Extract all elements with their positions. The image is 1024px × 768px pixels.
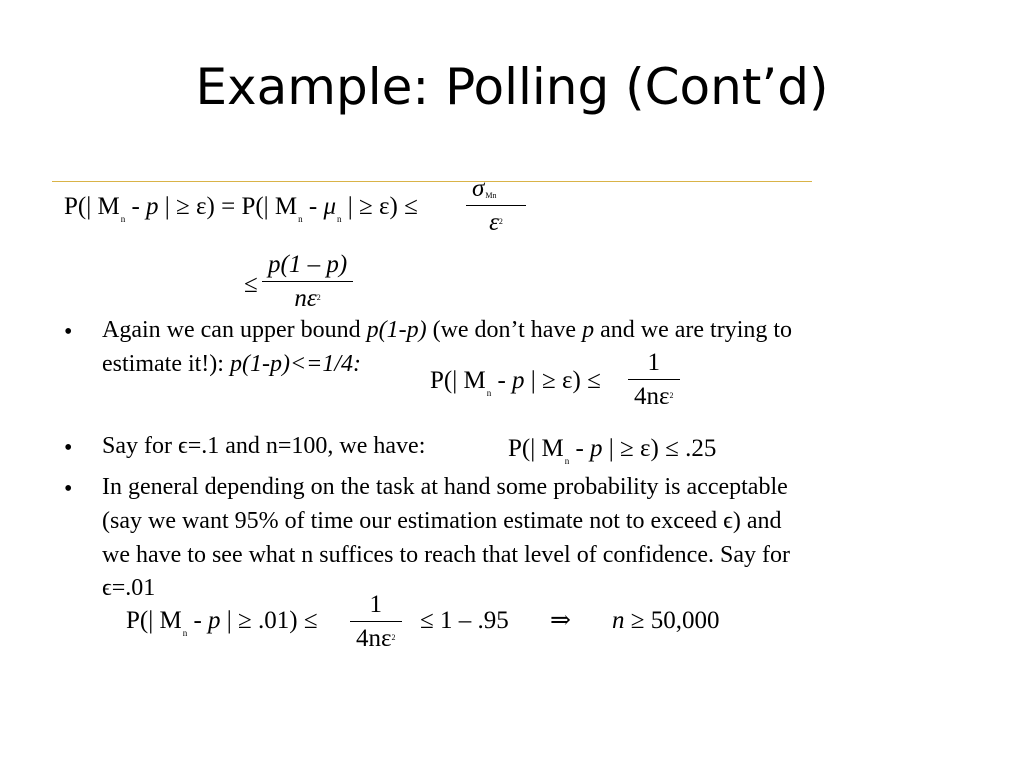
eq4-prefix: P(| M bbox=[508, 435, 564, 462]
eq2-fraction bbox=[262, 252, 353, 311]
eq2-den: nε bbox=[294, 285, 317, 312]
eq4-sub: n bbox=[564, 456, 570, 466]
eq3-cond: | ≥ ε) ≤ bbox=[524, 367, 601, 394]
eq1-lhs-prefix: P(| M bbox=[64, 193, 120, 220]
eq1-lhs-mid: - bbox=[125, 193, 147, 220]
bullet-marker-3: • bbox=[64, 476, 73, 502]
bullet-1-line-1 bbox=[102, 313, 792, 347]
eq1-lhs-cond: | ≥ ε) = P(| M bbox=[158, 193, 298, 220]
eq5-num: 1 bbox=[369, 591, 382, 618]
eq3-mid: - bbox=[491, 367, 513, 394]
bullet-3-line-1: In general depending on the task at hand some probability is acceptable bbox=[102, 474, 788, 500]
eq1-frac-num-sub: Mn bbox=[485, 191, 497, 200]
eq3-den-sup: 2 bbox=[669, 391, 674, 400]
bullet-1-line-2 bbox=[102, 347, 361, 381]
eq1-p: p bbox=[146, 193, 159, 220]
eq3-fraction bbox=[628, 350, 680, 409]
eq1-mid-sub: n bbox=[298, 214, 303, 224]
equation-bound bbox=[430, 367, 601, 398]
eq1-mu-sub: n bbox=[337, 214, 342, 224]
eq1-fraction bbox=[466, 176, 526, 235]
eq1-frac-den-sup: 2 bbox=[498, 217, 503, 226]
eq1-lhs-sub: n bbox=[120, 214, 126, 224]
equation-sample-size bbox=[126, 607, 318, 638]
eq3-prefix: P(| M bbox=[430, 367, 486, 394]
eq3-num: 1 bbox=[647, 349, 660, 376]
bullet-3-line-3: we have to see what n suffices to reach that level of confidence. Say for bbox=[102, 542, 790, 568]
divider-line bbox=[52, 181, 812, 182]
equation-chebyshev bbox=[64, 193, 418, 224]
implies-arrow: ⇒ bbox=[550, 607, 571, 634]
eq2-den-sup: 2 bbox=[316, 293, 321, 302]
eq2-frac-bar bbox=[262, 281, 353, 282]
eq2-leq: ≤ bbox=[244, 271, 258, 298]
eq5-den: 4nε bbox=[356, 625, 392, 652]
bullet-1-text-a: Again we can upper bound bbox=[102, 317, 367, 343]
eq5-cond: | ≥ .01) ≤ bbox=[220, 607, 318, 634]
eq3-p: p bbox=[512, 367, 525, 394]
bullet-2-text: Say for ϵ=.1 and n=100, we have: bbox=[102, 433, 426, 459]
eq3-den: 4nε bbox=[634, 383, 670, 410]
eq5-sub: n bbox=[182, 628, 188, 638]
eq5-den-sup: 2 bbox=[391, 633, 396, 642]
bullet-1-text-c: (we don’t have bbox=[426, 317, 583, 343]
eq1-frac-bar bbox=[466, 205, 526, 206]
eq5-mid: - bbox=[187, 607, 209, 634]
bullet-marker-2: • bbox=[64, 435, 73, 461]
bullet-3-line-2: (say we want 95% of time our estimation estimate not to exceed ϵ) and bbox=[102, 508, 782, 534]
bullet-1-text-e: and we are trying to bbox=[594, 317, 793, 343]
eq5-result-value: ≥ 50,000 bbox=[624, 607, 720, 634]
bullet-3-line-4: ϵ=.01 bbox=[102, 575, 156, 601]
eq5-fraction bbox=[350, 592, 402, 651]
eq4-cond: | ≥ ε) ≤ .25 bbox=[602, 435, 717, 462]
eq3-frac-bar bbox=[628, 379, 680, 380]
equation-result bbox=[508, 435, 717, 466]
eq5-p: p bbox=[208, 607, 221, 634]
eq5-frac-bar bbox=[350, 621, 402, 622]
eq4-mid: - bbox=[569, 435, 591, 462]
bullet-1-text-d: p bbox=[582, 317, 595, 343]
bullet-1-text-g: p(1-p)<=1/4: bbox=[229, 351, 361, 377]
bullet-1-text-b: p(1-p) bbox=[366, 317, 427, 343]
slide-title: Example: Polling (Cont’d) bbox=[195, 58, 829, 116]
eq5-tail: ≤ 1 – .95 bbox=[420, 607, 509, 634]
eq4-p: p bbox=[590, 435, 603, 462]
eq1-frac-num: σ bbox=[472, 175, 485, 202]
eq3-sub: n bbox=[486, 388, 492, 398]
eq5-result bbox=[612, 608, 719, 633]
eq5-result-n: n bbox=[612, 607, 625, 634]
eq1-frac-den: ε bbox=[489, 209, 499, 236]
eq1-rhs-cond: | ≥ ε) ≤ bbox=[341, 193, 418, 220]
eq1-mu: - μ bbox=[302, 193, 337, 220]
bullet-marker-1: • bbox=[64, 319, 73, 345]
eq5-prefix: P(| M bbox=[126, 607, 182, 634]
bullet-1-text-f: estimate it!): bbox=[102, 351, 230, 377]
eq2-num: p(1 – p) bbox=[268, 251, 348, 278]
